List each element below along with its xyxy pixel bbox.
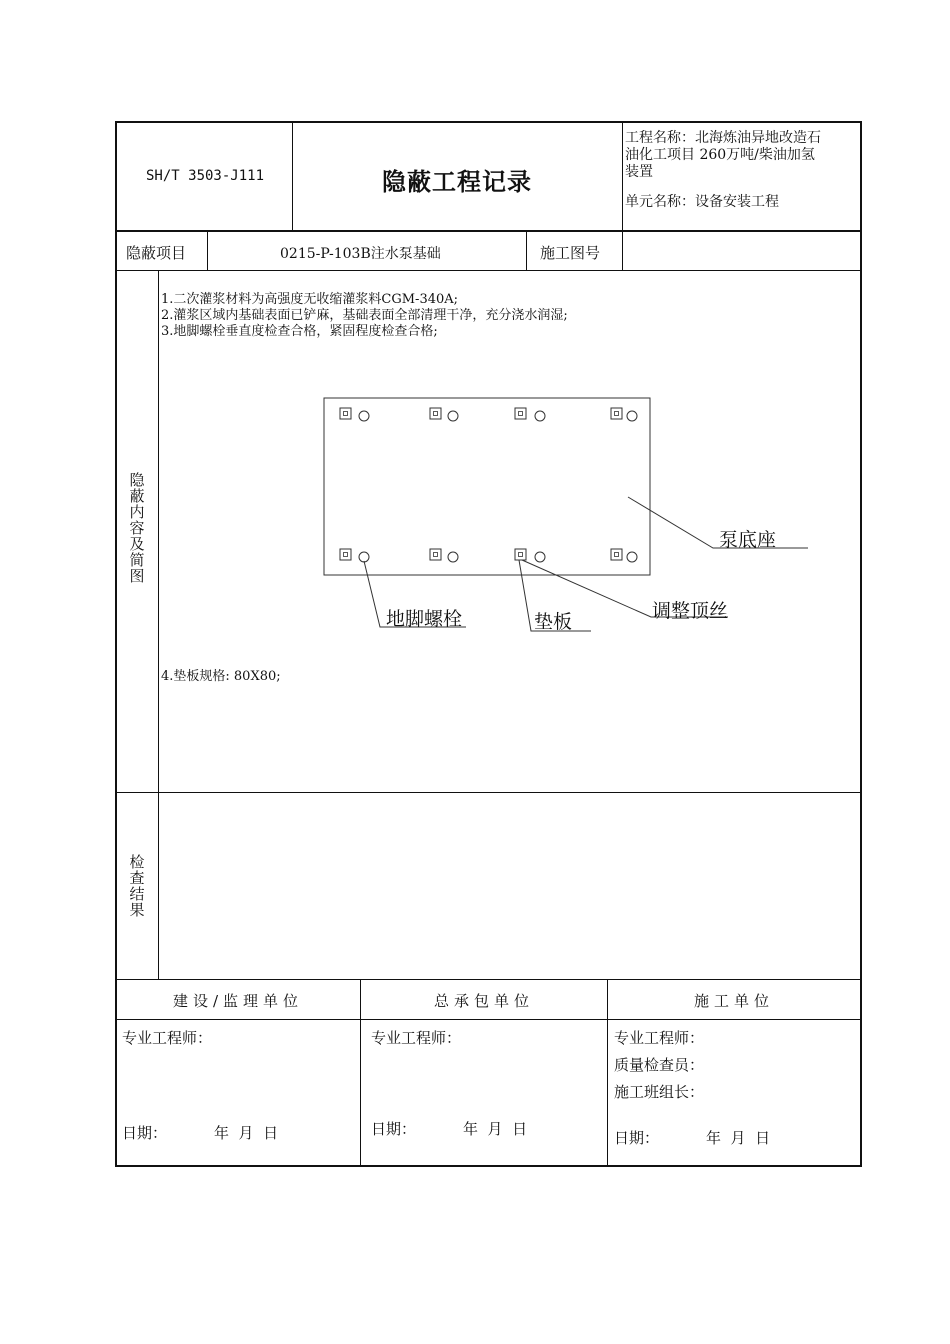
side-label-char: 结 (129, 885, 145, 903)
shim-plate (515, 408, 526, 419)
anchor-bolt (359, 411, 369, 421)
shim-plate (430, 408, 441, 419)
label-pump-base: 泵底座 (719, 529, 777, 551)
concealed-item-value: 0215-P-103B注水泵基础 (280, 246, 441, 262)
drawing-no-label: 施工图号 (540, 244, 601, 262)
adjusting-screw (519, 412, 523, 416)
sig-col3-date-label: 日期： (614, 1129, 660, 1147)
side-label-char: 内 (129, 503, 145, 521)
label-anchor-bolt: 地脚螺栓 (386, 608, 463, 630)
project-name-line: 油化工项目 260万吨/柴油加氢 (625, 147, 815, 163)
adjusting-screw (344, 412, 348, 416)
side-label-char: 查 (129, 869, 145, 887)
sig-col3-title: 施工单位 (693, 992, 774, 1010)
sig-col1-engineer: 专业工程师： (122, 1029, 213, 1047)
shim-plate (611, 408, 622, 419)
form-code: SH/T 3503-J111 (146, 168, 265, 184)
sig-col1-date-label: 日期： (122, 1124, 168, 1142)
sig-col2-date-label: 日期： (371, 1120, 417, 1138)
note-shim-spec: 4.垫板规格: 80X80; (161, 669, 281, 684)
side-label-char: 简 (129, 551, 145, 569)
adjusting-screw (434, 553, 438, 557)
side-label-char: 隐 (129, 471, 145, 489)
note-line: 1.二次灌浆材料为高强度无收缩灌浆料CGM-340A; (161, 292, 459, 307)
shim-plate (340, 549, 351, 560)
sig-col3-inspector: 质量检查员： (614, 1056, 705, 1074)
label-shim: 垫板 (534, 611, 573, 633)
pump-base-outline (324, 398, 650, 575)
concealed-item-label: 隐蔽项目 (126, 244, 187, 262)
note-line: 2.灌浆区域内基础表面已铲麻，基础表面全部清理干净，充分浇水润湿; (161, 308, 568, 323)
page-title: 隐蔽工程记录 (382, 168, 532, 196)
note-line: 3.地脚螺栓垂直度检查合格，紧固程度检查合格; (161, 324, 438, 339)
sig-col3-date-value: 年 月 日 (706, 1129, 771, 1147)
side-label-char: 检 (129, 853, 145, 871)
shim-plate (430, 549, 441, 560)
adjusting-screw (434, 412, 438, 416)
sig-col2-title: 总承包单位 (433, 992, 534, 1010)
sig-col1-title: 建设/监理单位 (172, 992, 304, 1010)
anchor-bolt (627, 411, 637, 421)
label-adjusting-screw: 调整顶丝 (652, 600, 729, 622)
adjusting-screw (519, 553, 523, 557)
side-label-char: 蔽 (129, 487, 145, 505)
shim-plate (611, 549, 622, 560)
sig-col2-engineer: 专业工程师： (371, 1029, 462, 1047)
sig-col3-engineer: 专业工程师： (614, 1029, 705, 1047)
project-name-line: 装置 (625, 164, 653, 180)
sig-col2-date-value: 年 月 日 (463, 1120, 528, 1138)
shim-plate (515, 549, 526, 560)
leader-pump-base (628, 497, 808, 548)
side-label-char: 容 (129, 519, 145, 537)
project-name-line: 工程名称：北海炼油异地改造石 (625, 130, 821, 146)
sig-col3-team-leader: 施工班组长： (614, 1083, 705, 1101)
unit-name: 单元名称：设备安装工程 (625, 194, 779, 210)
anchor-bolt (535, 411, 545, 421)
check-side-label (127, 854, 147, 918)
sig-col1-date-value: 年 月 日 (214, 1124, 279, 1142)
adjusting-screw (615, 412, 619, 416)
shim-plate (340, 408, 351, 419)
side-label-char: 果 (129, 901, 145, 919)
adjusting-screw (344, 553, 348, 557)
anchor-bolt (448, 552, 458, 562)
side-label-char: 及 (129, 535, 145, 553)
bottom-row-fixtures (340, 549, 637, 562)
anchor-bolt (448, 411, 458, 421)
anchor-bolt (535, 552, 545, 562)
side-label-char: 图 (129, 567, 145, 585)
anchor-bolt (627, 552, 637, 562)
adjusting-screw (615, 553, 619, 557)
top-row-fixtures (340, 408, 637, 421)
anchor-bolt (359, 552, 369, 562)
